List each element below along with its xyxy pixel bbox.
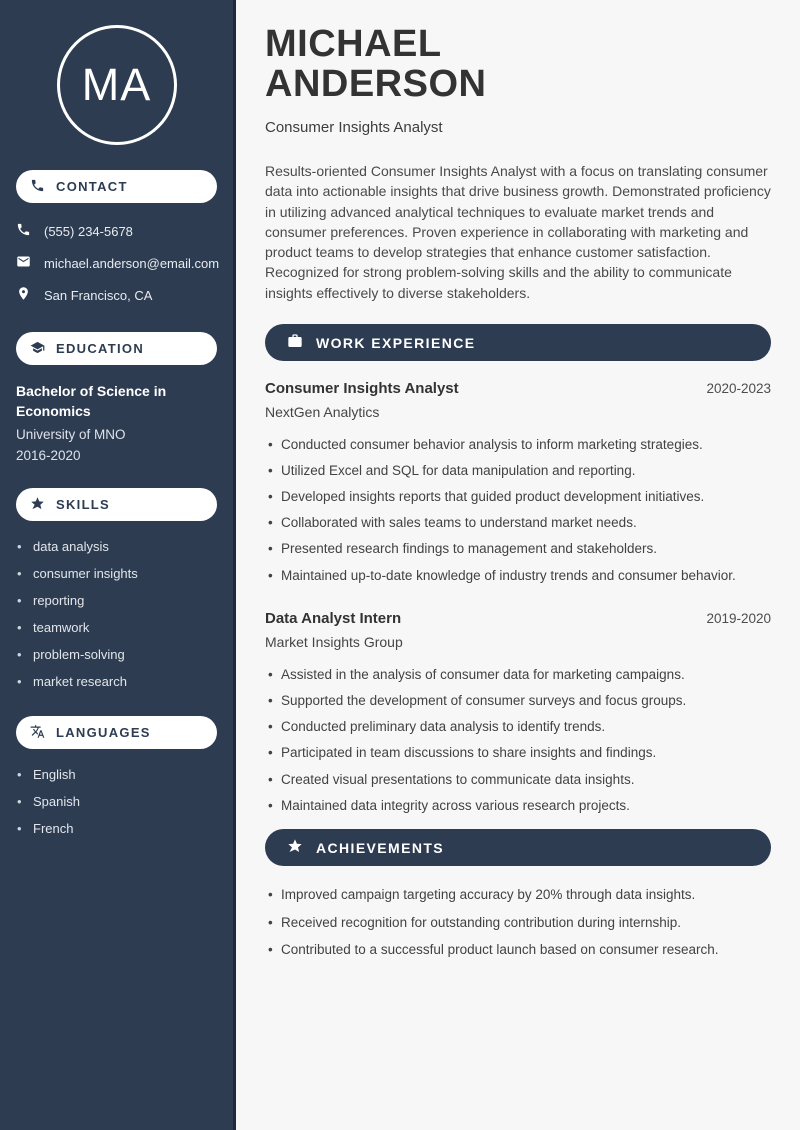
skills-section-header [16, 488, 217, 521]
list-item: • Improved campaign targeting accuracy by 20% through data insights. [265, 880, 771, 908]
graduation-cap-icon [30, 340, 45, 358]
list-item: • Participated in team discussions to share insights and findings. [265, 740, 771, 766]
list-item [16, 279, 217, 311]
list-item: • Contributed to a successful product launch based on consumer research. [265, 936, 771, 964]
list-item: • Created visual presentations to communicate data insights. [265, 766, 771, 792]
list-item: • teamwork [16, 614, 217, 641]
contact-email: michael.anderson@email.com [44, 255, 220, 271]
contact-list [16, 215, 220, 311]
list-item: • consumer insights [16, 560, 217, 587]
contact-section-label: CONTACT [56, 179, 128, 194]
list-item [16, 247, 220, 279]
list-item: • English [16, 761, 217, 788]
education-entry [16, 381, 217, 465]
job-bullet-list [265, 661, 771, 818]
summary-paragraph: Results-oriented Consumer Insights Analyst with a focus on translating consumer data into actionable insights that drive business growth. Demonstrated proficiency in utilizing advanced analytical techniques to evaluate market trends and consumer preferences. Proven experience in collaborating with marketing and product teams to develop strategies that enhance customer satisfaction. Recognized for strong problem-solving skills and the ability to communicate insights effectively to diverse stakeholders. [265, 163, 771, 301]
last-name: ANDERSON [265, 63, 487, 105]
contact-location: San Francisco, CA [44, 287, 153, 303]
job-header [265, 380, 771, 397]
languages-list [16, 761, 217, 842]
job-dates: 2020-2023 [706, 381, 771, 397]
list-item: • market research [16, 668, 217, 695]
achievements-section-header [265, 829, 771, 866]
achievements-section-label: ACHIEVEMENTS [316, 839, 445, 856]
job-company: NextGen Analytics [265, 404, 380, 421]
job-title: Consumer Insights Analyst [265, 380, 459, 398]
languages-section-header [16, 716, 217, 749]
phone-icon [30, 178, 45, 196]
achievements-list [265, 880, 771, 963]
list-item: • French [16, 815, 217, 842]
list-item: • Developed insights reports that guided product development initiatives. [265, 483, 771, 509]
education-school: University of MNO [16, 427, 126, 442]
email-icon [16, 254, 31, 272]
list-item: • reporting [16, 587, 217, 614]
job-company: Market Insights Group [265, 634, 403, 651]
briefcase-icon [287, 333, 303, 352]
contact-phone: (555) 234-5678 [44, 223, 133, 239]
work-experience-section-label: WORK EXPERIENCE [316, 334, 476, 351]
avatar-initials: MA [81, 59, 152, 110]
education-section-label: EDUCATION [56, 341, 145, 356]
job-entry [265, 380, 771, 588]
avatar [57, 25, 177, 145]
main-content [236, 0, 800, 1130]
list-item: • problem-solving [16, 641, 217, 668]
work-experience-section-header [265, 324, 771, 361]
phone-icon [16, 222, 31, 240]
education-section-header [16, 332, 217, 365]
translate-icon [30, 724, 45, 742]
list-item: • data analysis [16, 533, 217, 560]
job-title-subtitle: Consumer Insights Analyst [265, 119, 443, 136]
education-degree: Bachelor of Science in Economics [16, 383, 167, 419]
sidebar [0, 0, 236, 1130]
languages-section-label: LANGUAGES [56, 725, 151, 740]
list-item: • Received recognition for outstanding contribution during internship. [265, 908, 771, 936]
star-icon [30, 496, 45, 514]
education-years: 2016-2020 [16, 448, 81, 463]
list-item: • Supported the development of consumer surveys and focus groups. [265, 687, 771, 713]
list-item: • Conducted preliminary data analysis to identify trends. [265, 714, 771, 740]
job-dates: 2019-2020 [706, 611, 771, 627]
skills-list [16, 533, 217, 695]
star-icon [287, 838, 303, 857]
job-bullet-list [265, 431, 771, 588]
list-item: • Presented research findings to management and stakeholders. [265, 536, 771, 562]
list-item: • Conducted consumer behavior analysis to inform marketing strategies. [265, 431, 771, 457]
skills-section-label: SKILLS [56, 497, 111, 512]
list-item: • Spanish [16, 788, 217, 815]
list-item: • Maintained up-to-date knowledge of industry trends and consumer behavior. [265, 562, 771, 588]
contact-section-header [16, 170, 217, 203]
list-item [16, 215, 217, 247]
job-title: Data Analyst Intern [265, 610, 402, 628]
location-icon [16, 286, 31, 304]
list-item: • Maintained data integrity across various research projects. [265, 792, 771, 818]
job-header [265, 610, 771, 627]
list-item: • Utilized Excel and SQL for data manipulation and reporting. [265, 457, 771, 483]
first-name: MICHAEL [265, 23, 442, 65]
page-title [265, 24, 771, 104]
list-item: • Assisted in the analysis of consumer data for marketing campaigns. [265, 661, 771, 687]
job-entry [265, 610, 771, 818]
list-item: • Collaborated with sales teams to understand market needs. [265, 510, 771, 536]
